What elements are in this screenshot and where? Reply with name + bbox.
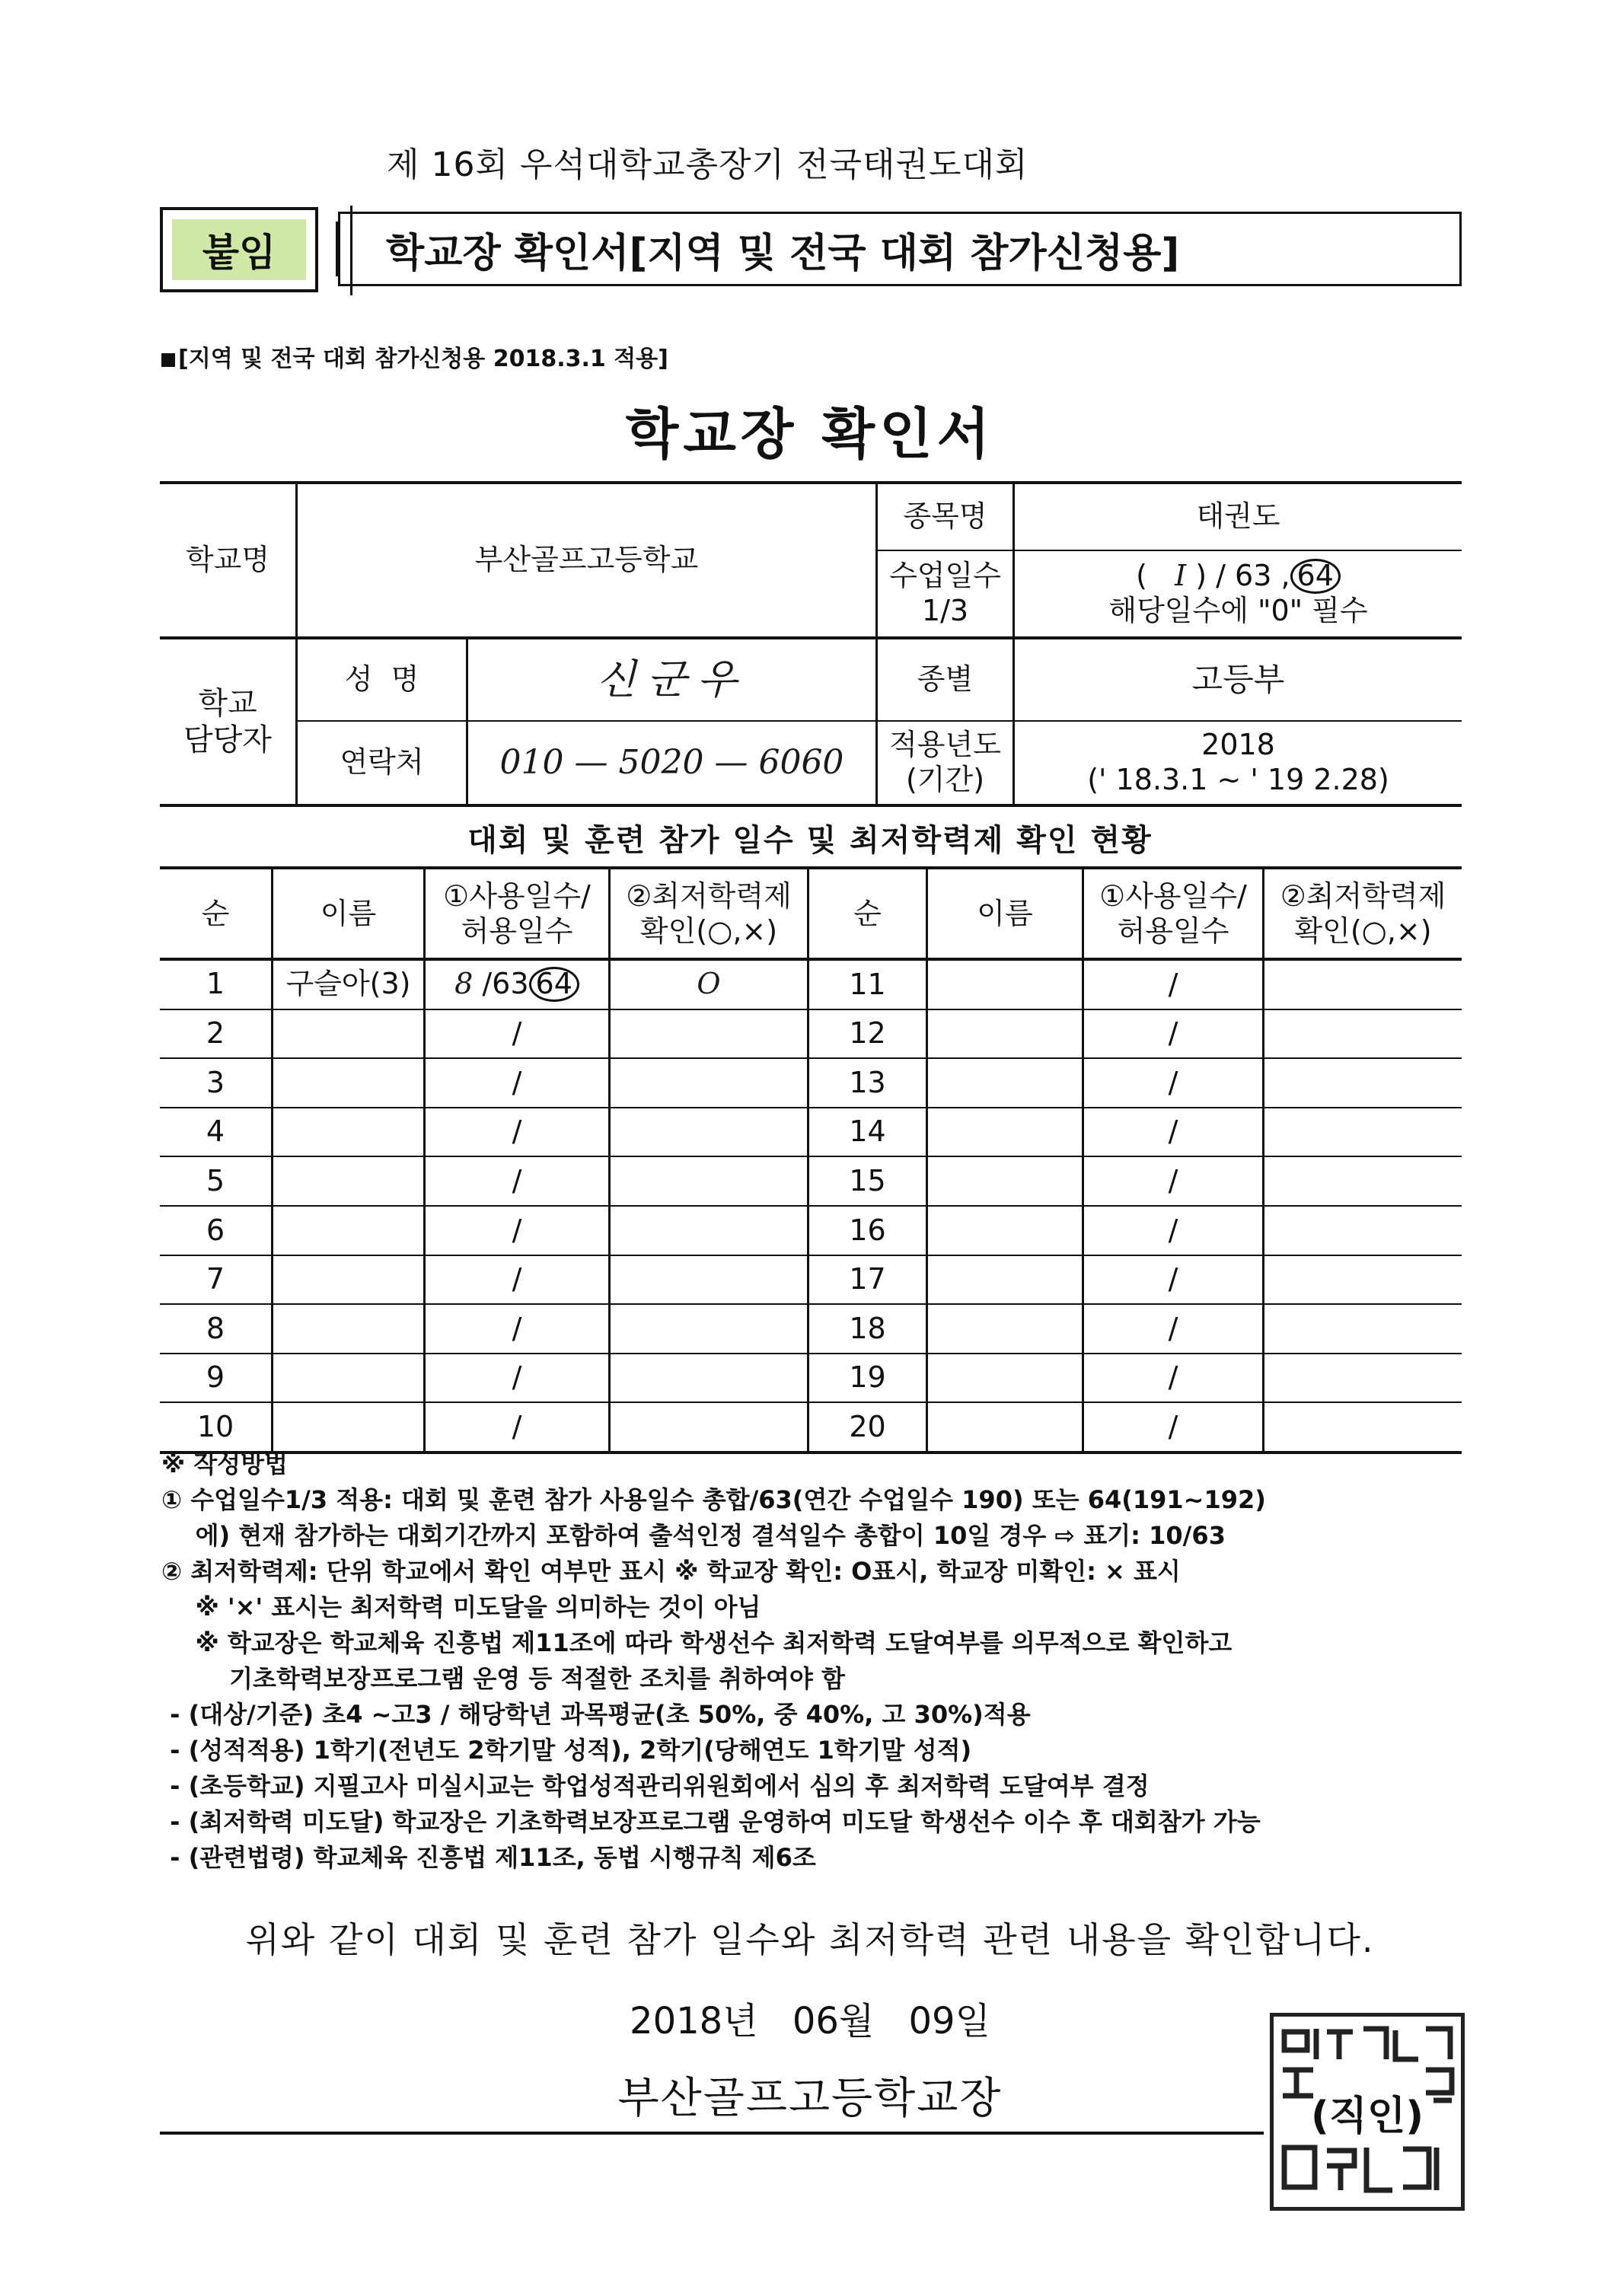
row-no: 1 [206, 967, 225, 1001]
info-bottom-border [160, 804, 1462, 807]
row-min-check [611, 1403, 807, 1451]
section-title: 대회 및 훈련 참가 일수 및 최저학력제 확인 현황 [467, 823, 1153, 858]
class-days-note: 해당일수에 "0" 필수 [1108, 594, 1368, 628]
row-days: / [512, 1311, 522, 1345]
instructions [161, 1446, 1486, 1876]
row-no-right: 12 [849, 1016, 886, 1051]
col-header-name-right: 이름 [977, 897, 1033, 931]
row-days-right: / [1168, 1065, 1178, 1099]
instruction-line: ※ '×' 표시는 최저학력 미도달을 의미하는 것이 아님 [161, 1593, 761, 1622]
col-header-days-line2: 허용일수 [461, 914, 573, 948]
row-min-check [611, 1207, 807, 1255]
row-min-check [611, 1256, 807, 1304]
col-header-name: 이름 [320, 897, 377, 931]
signature-rule [160, 2132, 1264, 2135]
row-no: 6 [206, 1213, 225, 1247]
contest-title: 제 16회 우석대학교총장기 전국태권도대회 [387, 145, 1028, 184]
attachment-badge [160, 207, 318, 292]
confirmation-date: 2018년 06월 09일 [630, 2000, 990, 2042]
class-days-label-line1: 수업일수 [889, 559, 1001, 593]
row-min-check [611, 1305, 807, 1353]
year-label-line2: (기간) [905, 763, 985, 796]
manager-name-handwritten: 신군우 [596, 655, 748, 703]
col-header-min-line1: ②최저학력제 [626, 879, 792, 914]
row-no-right: 17 [849, 1262, 886, 1296]
class-days-circled: 64 [1290, 559, 1341, 594]
row-days-total: /63 [473, 967, 529, 1001]
class-days-value [1015, 551, 1462, 636]
year-label-line1: 적용년도 [889, 728, 1001, 762]
row-days: / [512, 1115, 522, 1149]
applicability-note [161, 340, 668, 373]
row-name [273, 1010, 423, 1058]
col-header-days-right-line2: 허용일수 [1117, 914, 1229, 948]
row-no: 10 [196, 1409, 234, 1443]
row-name [273, 1256, 423, 1304]
instruction-line: - (최저학력 미도달) 학교장은 기초학력보장프로그램 운영하여 미도달 학생선수 이수 후 대회참가 가능 [161, 1807, 1261, 1836]
instruction-line: ※ 학교장은 학교체육 진흥법 제11조에 따라 학생선수 최저학력 도달여부를 의무적으로 확인하고 [161, 1628, 1233, 1657]
col-header-no-right: 순 [853, 897, 882, 931]
row-min-check [611, 1157, 807, 1205]
row-name [273, 1403, 423, 1451]
row-days-right: / [1168, 1409, 1178, 1443]
row-days-right: / [1168, 1262, 1178, 1296]
instruction-line: - (대상/기준) 초4 ~고3 / 해당학년 과목평균(초 50%, 중 40%, 고 30%)적용 [161, 1700, 1031, 1729]
col-header-days-line1: ①사용일수/ [443, 879, 591, 914]
row-days: / [512, 1163, 522, 1197]
year-value-line2: (' 18.3.1 ~ ' 19 2.28) [1087, 763, 1389, 796]
row-days-right: / [1168, 1311, 1178, 1345]
event-value: 태권도 [1196, 499, 1280, 534]
row-min-check [611, 1108, 807, 1156]
row-days: / [512, 1262, 522, 1296]
class-days-open: ( [1136, 559, 1175, 593]
row-days: / [512, 1213, 522, 1247]
row-days: / [512, 1360, 522, 1395]
row-min-check-handwritten: O [697, 967, 721, 1001]
class-days-label-line2: 1/3 [921, 594, 969, 627]
row-no-right: 19 [849, 1360, 886, 1395]
instruction-line: - (관련법령) 학교체육 진흥법 제11조, 동법 시행규칙 제6조 [161, 1843, 816, 1872]
row-days: / [512, 1409, 522, 1443]
row-days: / [512, 1065, 522, 1099]
attachment-badge-label: 붙임 [172, 219, 306, 280]
row-min-check [611, 1010, 807, 1058]
contact-handwritten: 010 — 5020 — 6060 [499, 742, 844, 782]
instruction-line: ※ 작성방법 [161, 1449, 288, 1478]
instruction-line: ② 최저학력제: 단위 학교에서 확인 여부만 표시 ※ 학교장 확인: O표시, 학교장 미확인: × 표시 [161, 1557, 1181, 1586]
col-header-no: 순 [201, 897, 230, 931]
seal-label: (직인) [1311, 2093, 1424, 2139]
instruction-line: - (초등학교) 지필고사 미실시교는 학업성적관리위원회에서 심의 후 최저학력 도달여부 결정 [161, 1771, 1150, 1800]
row-name [273, 1157, 423, 1205]
row-days-right: / [1168, 967, 1178, 1001]
col-header-min-right [1264, 869, 1462, 959]
name-label: 성 명 [344, 662, 419, 697]
col-header-min-right-line2: 확인(○,×) [1294, 914, 1432, 948]
row-days-right: / [1168, 1115, 1178, 1149]
col-header-days [426, 869, 608, 959]
col-header-min-line2: 확인(○,×) [639, 914, 778, 948]
col-header-min-right-line1: ②최저학력제 [1280, 879, 1446, 914]
manager-label-line2: 담당자 [183, 722, 272, 757]
title-divider [350, 206, 352, 295]
row-no-right: 14 [849, 1115, 886, 1149]
division-label: 종별 [917, 662, 974, 697]
division-value: 고등부 [1191, 660, 1285, 698]
instruction-line: ① 수업일수1/3 적용: 대회 및 훈련 참가 사용일수 총합/63(연간 수업일수 190) 또는 64(191~192) [161, 1485, 1266, 1514]
instruction-line: 에) 현재 참가하는 대회기간까지 포함하여 출석인정 결석일수 총합이 10일 경우 ⇨ 표기: 10/63 [161, 1521, 1226, 1550]
form-title-box: 학교장 확인서[지역 및 전국 대회 참가신청용] [338, 212, 1462, 286]
row-no-right: 20 [849, 1409, 886, 1443]
row-days-circled: 64 [529, 967, 579, 1002]
year-label [878, 722, 1012, 804]
row-no: 9 [206, 1360, 225, 1395]
class-days-label [878, 551, 1012, 636]
school-value: 부산골프고등학교 [474, 543, 699, 577]
row-name [273, 1207, 423, 1255]
year-value-line1: 2018 [1201, 728, 1275, 762]
contact-label: 연락처 [340, 745, 424, 780]
row-days-right: / [1168, 1016, 1178, 1051]
row-no: 4 [206, 1115, 225, 1149]
official-seal [1270, 2013, 1465, 2211]
class-days-handwritten: I [1175, 559, 1187, 593]
row-days [426, 961, 608, 1008]
row-days-right: / [1168, 1163, 1178, 1197]
row-name [273, 1305, 423, 1353]
row-no: 8 [206, 1311, 225, 1345]
manager-label [160, 639, 295, 804]
row-days-right: / [1168, 1213, 1178, 1247]
row-name [273, 1108, 423, 1156]
principal-signature: 부산골프고등학교장 [617, 2074, 1003, 2123]
confirmation-statement: 위와 같이 대회 및 훈련 참가 일수와 최저학력 관련 내용을 확인합니다. [245, 1919, 1375, 1960]
manager-label-line1: 학교 [198, 686, 257, 721]
row-no: 2 [206, 1016, 225, 1051]
year-value [1015, 722, 1462, 804]
row-name [273, 1354, 423, 1402]
row-no-right: 11 [849, 967, 886, 1001]
square-bullet-icon [161, 353, 175, 367]
school-label: 학교명 [185, 543, 270, 577]
applicability-note-text: [지역 및 전국 대회 참가신청용 2018.3.1 적용] [178, 346, 668, 372]
page-title: 학교장 확인서 [625, 402, 995, 466]
row-name [273, 1059, 423, 1107]
row-no-right: 18 [849, 1311, 886, 1345]
row-no: 7 [206, 1262, 225, 1296]
row-no-right: 15 [849, 1163, 886, 1197]
row-min-check [611, 1059, 807, 1107]
row-days: / [512, 1016, 522, 1051]
row-no: 5 [206, 1163, 225, 1197]
class-days-total: ) / 63 , [1186, 559, 1290, 593]
instruction-line: - (성적적용) 1학기(전년도 2학기말 성적), 2학기(당해연도 1학기말 성적) [161, 1736, 972, 1765]
col-header-min [611, 869, 807, 959]
col-header-days-right-line1: ①사용일수/ [1099, 879, 1247, 914]
event-label: 종목명 [903, 499, 987, 534]
row-no-right: 13 [849, 1065, 886, 1099]
col-header-days-right [1084, 869, 1262, 959]
row-days-handwritten: 8 [454, 967, 474, 1001]
row-days-right: / [1168, 1360, 1178, 1395]
row-no: 3 [206, 1065, 225, 1099]
row-min-check [611, 1354, 807, 1402]
instruction-line: 기초학력보장프로그램 운영 등 적절한 조치를 취하여야 함 [161, 1664, 845, 1693]
row-name: 구슬아(3) [285, 967, 411, 1001]
row-no-right: 16 [849, 1213, 886, 1247]
